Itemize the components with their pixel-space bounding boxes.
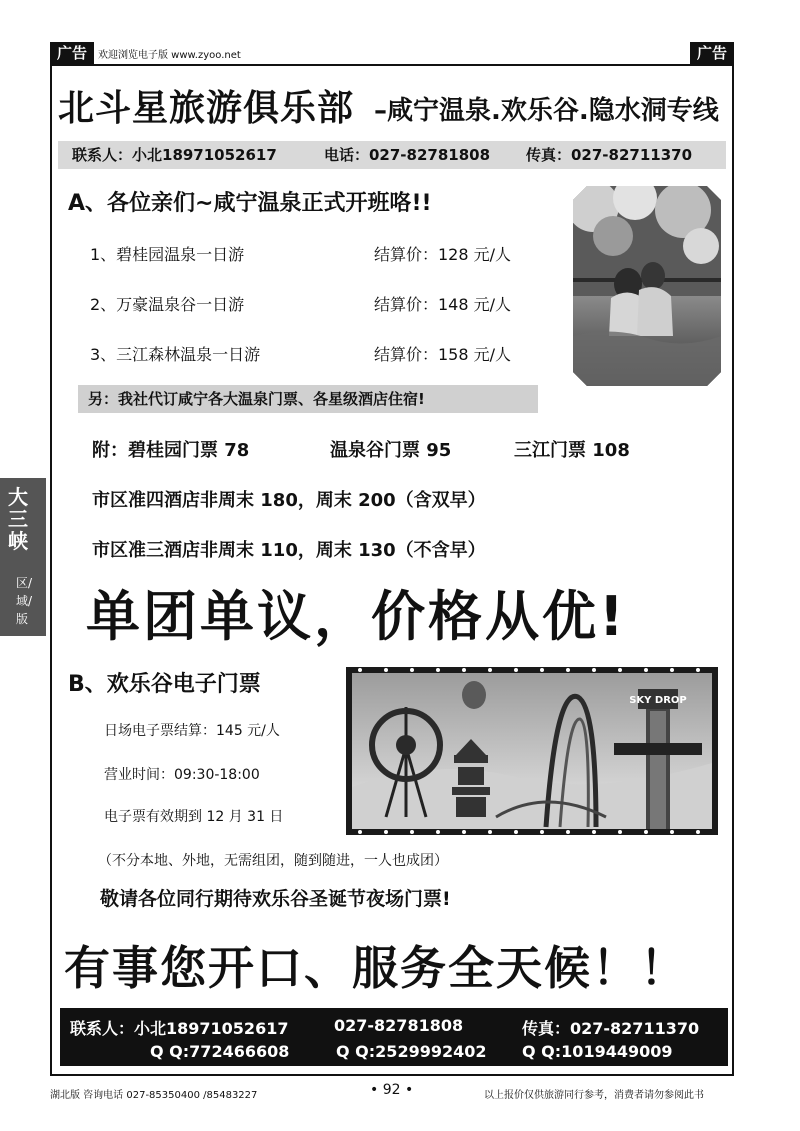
b-note: （不分本地、外地，无需组团，随到随进，一人也成团） xyxy=(98,853,448,869)
side-tab xyxy=(0,478,46,636)
b-validity: 电子票有效期到 12 月 31 日 xyxy=(104,809,284,825)
b-hours: 营业时间：09:30-18:00 xyxy=(104,767,260,783)
tour-1-name: 1、碧桂园温泉一日游 xyxy=(90,245,245,264)
footer-qq-2: Q Q:2529992402 xyxy=(336,1042,487,1061)
hotel-four-star: 市区准四酒店非周末 180，周末 200（含双早） xyxy=(92,490,486,511)
ticket-wenquangu: 温泉谷门票 95 xyxy=(330,440,452,461)
brand-subtitle: –咸宁温泉.欢乐谷.隐水洞专线 xyxy=(374,96,719,126)
contact-bar xyxy=(58,141,726,169)
contact-phone: 电话：027-82781808 xyxy=(324,146,491,164)
slogan-service: 有事您开口、服务全天候！！ xyxy=(64,941,688,995)
site-text: 欢迎浏览电子版 www.zyoo.net xyxy=(98,50,241,61)
tour-3-price: 结算价：158 元/人 xyxy=(374,345,512,364)
bottom-left-text: 湖北版 咨询电话 027-85350400 /85483227 xyxy=(50,1090,258,1101)
contact-fax: 传真：027-82711370 xyxy=(526,146,693,164)
b-invite: 敬请各位同行期待欢乐谷圣诞节夜场门票! xyxy=(100,888,451,910)
hot-spring-photo xyxy=(573,186,721,386)
bottom-right-text: 以上报价仅供旅游同行参考，消费者请勿参阅此书 xyxy=(484,1090,704,1101)
ticket-biguiyuan: 附：碧桂园门票 78 xyxy=(92,440,250,461)
ad-badge-left: 广告 xyxy=(50,42,94,64)
amusement-park-photo xyxy=(346,667,718,835)
section-b-title: B、欢乐谷电子门票 xyxy=(68,672,261,697)
tour-1-price: 结算价：128 元/人 xyxy=(374,245,512,264)
footer-contact: 联系人：小北18971052617 xyxy=(70,1019,289,1038)
tour-3-name: 3、三江森林温泉一日游 xyxy=(90,345,261,364)
tour-2-price: 结算价：148 元/人 xyxy=(374,295,512,314)
hotel-three-star: 市区准三酒店非周末 110，周末 130（不含早） xyxy=(92,540,486,561)
tour-2-name: 2、万豪温泉谷一日游 xyxy=(90,295,245,314)
ticket-sanjiang: 三江门票 108 xyxy=(514,440,630,461)
footer-contact-box xyxy=(60,1008,728,1066)
page-number: • 92 • xyxy=(370,1082,414,1098)
b-day-ticket: 日场电子票结算：145 元/人 xyxy=(104,723,280,739)
slogan-price: 单团单议，价格从优! xyxy=(86,585,627,648)
footer-qq-3: Q Q:1019449009 xyxy=(522,1042,673,1061)
side-tab-subtitle: 区/域/版 xyxy=(16,576,33,626)
footer-qq-1: Q Q:772466608 xyxy=(150,1042,290,1061)
sky-drop-sign: SKY DROP xyxy=(629,695,687,706)
contact-person: 联系人：小北18971052617 xyxy=(72,146,277,164)
brand-title: 北斗星旅游俱乐部 xyxy=(58,88,355,129)
side-tab-title: 大三峡 xyxy=(8,485,28,553)
ad-badge-right: 广告 xyxy=(690,42,734,64)
footer-phone: 027-82781808 xyxy=(334,1016,464,1035)
footer-fax: 传真：027-82711370 xyxy=(522,1019,700,1038)
note-bar: 另：我社代订咸宁各大温泉门票、各星级酒店住宿! xyxy=(78,385,538,413)
section-a-title: A、各位亲们~咸宁温泉正式开班咯!! xyxy=(68,191,432,216)
